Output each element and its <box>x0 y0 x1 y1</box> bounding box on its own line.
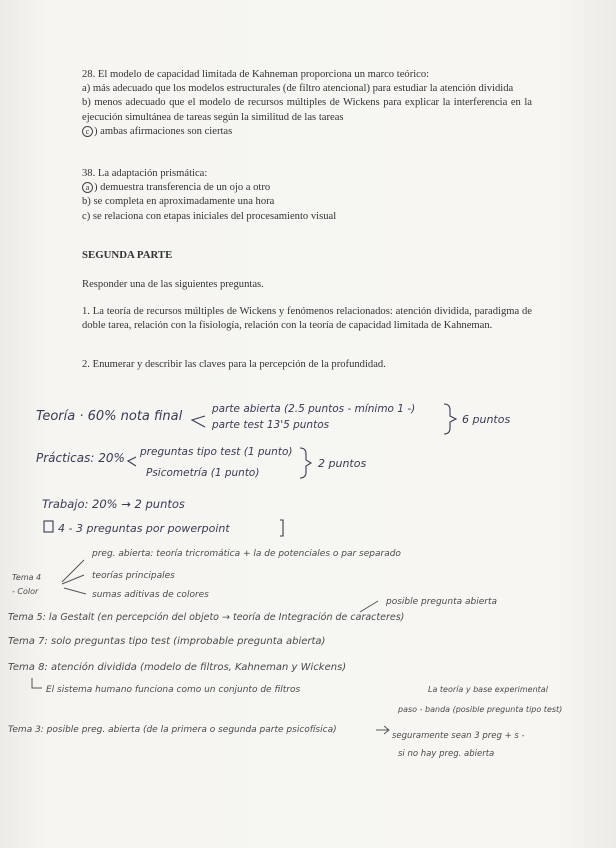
note-tema4-c: sumas aditivas de colores <box>92 590 209 600</box>
note-practicas-label: Prácticas: 20% <box>36 451 125 465</box>
note-tema3: Tema 3: posible preg. abierta (de la primera o segunda parte psicofísica) <box>8 725 337 735</box>
essay-question-2: 2. Enumerar y describir las claves para la percepción de la profundidad. <box>82 359 386 370</box>
note-tema4-label: Tema 4 <box>12 573 42 582</box>
note-tema4-a: preg. abierta: teoría tricromática + la de potenciales o par separado <box>92 549 401 559</box>
section-instruction: Responder una de las siguientes preguntas. <box>82 279 264 290</box>
note-teoria-total: 6 puntos <box>462 413 511 426</box>
arrow-icon <box>32 678 42 688</box>
note-tema5-note: posible pregunta abierta <box>386 597 498 607</box>
q28-option-b: b) menos adecuado que el modelo de recursos múltiples de Wickens para explicar la interferencia en la ejecución simultánea de tareas según la similitud de las tareas <box>82 97 532 123</box>
checkbox-icon <box>44 521 53 532</box>
essay-question-1: 1. La teoría de recursos múltiples de Wickens y fenómenos relacionados: atención dividida, paradigma de doble tarea, relación con la fisiología, relación con la teoría de capacidad limitada de Kahneman. <box>82 306 532 332</box>
note-tema4-b: teorías principales <box>92 571 175 581</box>
note-teoria-a: parte abierta (2.5 puntos - mínimo 1 -) <box>212 403 416 415</box>
note-trabajo: Trabajo: 20% → 2 puntos <box>42 497 185 511</box>
note-practicas-b: Psicometría (1 punto) <box>146 467 260 479</box>
q38-stem: 38. La adaptación prismática: <box>82 168 208 179</box>
note-tema5: Tema 5: la Gestalt (en percepción del objeto → teoría de Integración de caracteres) <box>8 612 405 623</box>
q28-option-a: a) más adecuado que los modelos estructurales (de filtro atencional) para estudiar la atención dividida <box>82 83 514 95</box>
answer-circle: c <box>82 126 93 137</box>
note-tema4-sub: - Color <box>12 587 39 596</box>
q38-option-a-text: ) demuestra transferencia de un ojo a otro <box>94 182 271 194</box>
note-tema3-c: si no hay preg. abierta <box>398 749 495 759</box>
note-teoria-b: parte test 13'5 puntos <box>212 419 330 431</box>
note-tema3-b: seguramente sean 3 preg + s - <box>392 731 525 741</box>
arrow-icon <box>360 601 378 612</box>
note-teoria-label: Teoría · 60% nota final <box>36 409 183 424</box>
note-tema7: Tema 7: solo preguntas tipo test (improbable pregunta abierta) <box>8 636 326 647</box>
brace-right-icon <box>300 448 311 478</box>
note-tema8-d: paso - banda (posible pregunta tipo test) <box>398 705 563 714</box>
brace-left-icon <box>192 416 205 427</box>
section-title: SEGUNDA PARTE <box>82 249 173 261</box>
brace-right-icon <box>444 404 456 434</box>
note-trabajo-sub: 4 - 3 preguntas por powerpoint <box>58 522 230 535</box>
note-tema8: Tema 8: atención dividida (modelo de filtros, Kahneman y Wickens) <box>8 662 347 673</box>
bracket-icon <box>280 520 283 536</box>
note-practicas-total: 2 puntos <box>318 457 367 470</box>
brace-left-icon <box>128 457 136 466</box>
note-tema8-b: El sistema humano funciona como un conjunto de filtros <box>46 685 301 695</box>
note-practicas-a: preguntas tipo test (1 punto) <box>140 446 293 458</box>
q28-option-c-text: ) ambas afirmaciones son ciertas <box>94 125 233 137</box>
q38-option-c: c) se relaciona con etapas iniciales del procesamiento visual <box>82 210 337 222</box>
arrows-icon <box>62 560 86 594</box>
q38-option-b: b) se completa en aproximadamente una hora <box>82 196 275 208</box>
answer-circle: a <box>82 182 93 193</box>
q28-stem: 28. El modelo de capacidad limitada de Kahneman proporciona un marco teórico: <box>82 69 430 80</box>
arrow-icon <box>376 726 389 734</box>
note-tema8-c: La teoría y base experimental <box>428 685 548 694</box>
